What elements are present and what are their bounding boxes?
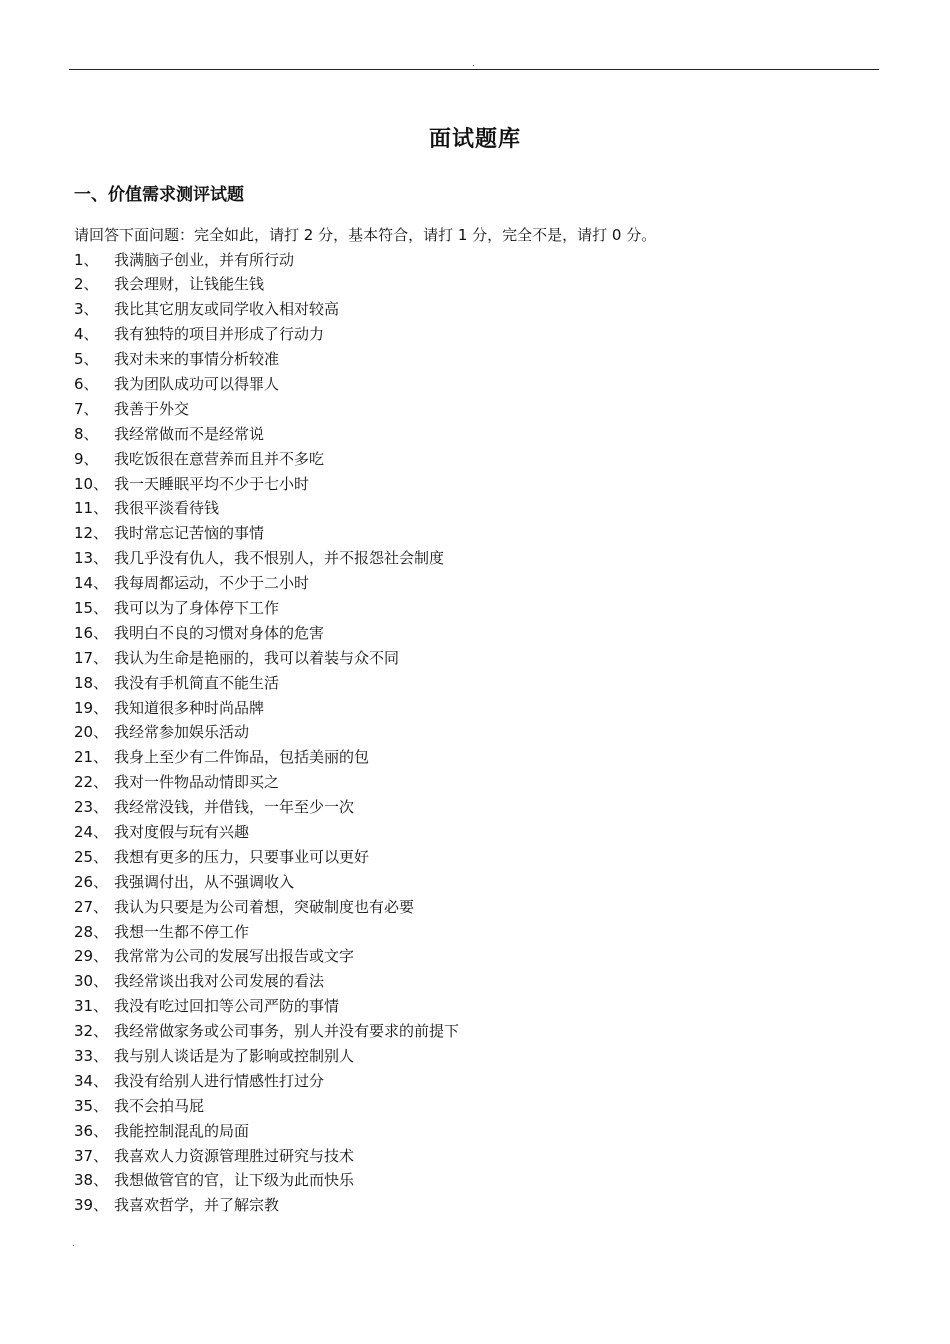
question-item [74,546,459,571]
question-number: 16、 [74,623,109,642]
question-number: 31、 [74,997,109,1016]
question-item [74,720,459,745]
question-item [74,1019,459,1044]
question-number: 37、 [74,1146,109,1165]
question-item [74,1168,459,1193]
question-text: 我经常做而不是经常说 [114,424,265,443]
question-text: 我强调付出，从不强调收入 [114,872,295,891]
question-number: 33、 [74,1047,109,1065]
question-text: 我很平淡看待钱 [114,499,220,518]
question-item [74,895,459,920]
question-text: 我知道很多种时尚品牌 [114,698,265,717]
footer-mark: . [72,1239,75,1248]
question-item [74,322,459,347]
question-text: 我没有手机简直不能生活 [114,673,280,692]
question-item [74,272,459,297]
question-text: 我可以为了身体停下工作 [114,598,280,617]
question-number: 26、 [74,872,109,891]
question-item [74,297,459,322]
question-text: 我没有给别人进行情感性打过分 [114,1071,325,1090]
question-number: 27、 [74,897,109,916]
header-rule [69,69,879,70]
question-number: 34、 [74,1071,109,1090]
question-item [74,696,459,721]
question-text: 我能控制混乱的局面 [114,1121,250,1140]
question-number: 17、 [74,648,109,667]
question-number: 19、 [74,698,109,717]
question-item [74,845,459,870]
question-item [74,621,459,646]
question-item [74,248,459,273]
question-item [74,969,459,994]
question-number: 30、 [74,972,109,991]
question-item [74,1094,459,1119]
question-text: 我不会拍马屁 [114,1096,205,1115]
question-item [74,372,459,397]
question-text: 我满脑子创业，并有所行动 [114,250,295,269]
question-item [74,1193,459,1218]
question-item [74,870,459,895]
question-text: 我有独特的项目并形成了行动力 [114,325,325,344]
question-item [74,820,459,845]
question-number: 6、 [74,374,99,393]
question-number: 10、 [74,474,109,493]
question-item [74,770,459,795]
header-mark: . [472,59,475,68]
question-item [74,944,459,969]
question-item [74,745,459,770]
question-text: 我为团队成功可以得罪人 [114,374,280,393]
question-item [74,521,459,546]
question-text: 我经常没钱，并借钱，一年至少一次 [114,798,355,817]
question-item [74,347,459,372]
question-text: 我经常参加娱乐活动 [114,723,250,742]
question-number: 2、 [74,275,99,294]
question-number: 11、 [74,499,109,518]
question-number: 5、 [74,350,99,369]
question-text: 我经常做家务或公司事务，别人并没有要求的前提下 [114,1022,460,1041]
question-number: 25、 [74,847,109,866]
question-text: 我比其它朋友或同学收入相对较高 [114,300,340,319]
question-number: 8、 [74,424,99,443]
question-text: 我喜欢人力资源管理胜过研究与技术 [114,1146,355,1165]
question-item [74,920,459,945]
question-item [74,447,459,472]
question-item [74,1119,459,1144]
page-title: 面试题库 [428,127,521,152]
question-item [74,496,459,521]
question-number: 4、 [74,325,99,344]
question-item [74,571,459,596]
question-number: 36、 [74,1121,109,1140]
question-number: 12、 [74,524,109,543]
question-text: 我吃饭很在意营养而且并不多吃 [114,449,325,468]
question-number: 32、 [74,1022,109,1041]
question-text: 我与别人谈话是为了影响或控制别人 [114,1047,355,1065]
question-number: 28、 [74,922,109,941]
question-text: 我一天睡眠平均不少于七小时 [114,474,310,493]
question-item [74,994,459,1019]
question-text: 我对度假与玩有兴趣 [114,822,250,841]
question-number: 3、 [74,300,99,319]
question-text: 我明白不良的习惯对身体的危害 [114,623,325,642]
question-number: 13、 [74,549,109,568]
question-list [74,248,459,1219]
question-text: 我时常忘记苦恼的事情 [114,524,265,543]
question-item [74,1044,459,1069]
question-text: 我会理财，让钱能生钱 [114,275,265,294]
question-text: 我想一生都不停工作 [114,922,250,941]
question-number: 14、 [74,574,109,593]
question-number: 23、 [74,798,109,817]
question-text: 我对未来的事情分析较准 [114,350,280,369]
question-number: 15、 [74,598,109,617]
question-number: 38、 [74,1171,109,1190]
question-text: 我几乎没有仇人，我不恨别人，并不报怨社会制度 [114,549,445,568]
question-number: 20、 [74,723,109,742]
question-text: 我每周都运动，不少于二小时 [114,574,310,593]
question-item [74,1144,459,1169]
section-heading: 一、价值需求测评试题 [74,185,244,205]
question-number: 29、 [74,947,109,966]
question-number: 22、 [74,773,109,792]
question-item [74,671,459,696]
question-number: 1、 [74,250,99,269]
question-item [74,795,459,820]
question-text: 我身上至少有二件饰品，包括美丽的包 [114,748,370,767]
question-number: 21、 [74,748,109,767]
question-number: 24、 [74,822,109,841]
question-item [74,422,459,447]
question-number: 18、 [74,673,109,692]
question-text: 我善于外交 [114,399,190,418]
question-item [74,646,459,671]
question-number: 39、 [74,1196,109,1215]
question-text: 我经常谈出我对公司发展的看法 [114,972,325,991]
question-item [74,472,459,497]
question-text: 我没有吃过回扣等公司严防的事情 [114,997,340,1016]
question-text: 我喜欢哲学，并了解宗教 [114,1196,280,1215]
question-number: 7、 [74,399,99,418]
question-number: 35、 [74,1096,109,1115]
question-item [74,397,459,422]
question-text: 我认为生命是艳丽的，我可以着装与众不同 [114,648,400,667]
question-number: 9、 [74,449,99,468]
question-text: 我想做管官的官，让下级为此而快乐 [114,1171,355,1190]
question-text: 我想有更多的压力，只要事业可以更好 [114,847,370,866]
question-text: 我对一件物品动情即买之 [114,773,280,792]
instruction-text: 请回答下面问题：完全如此，请打 2 分，基本符合，请打 1 分，完全不是，请打 0 分。 [74,226,657,244]
question-text: 我常常为公司的发展写出报告或文字 [114,947,355,966]
question-text: 我认为只要是为公司着想，突破制度也有必要 [114,897,415,916]
question-item [74,596,459,621]
question-item [74,1069,459,1094]
